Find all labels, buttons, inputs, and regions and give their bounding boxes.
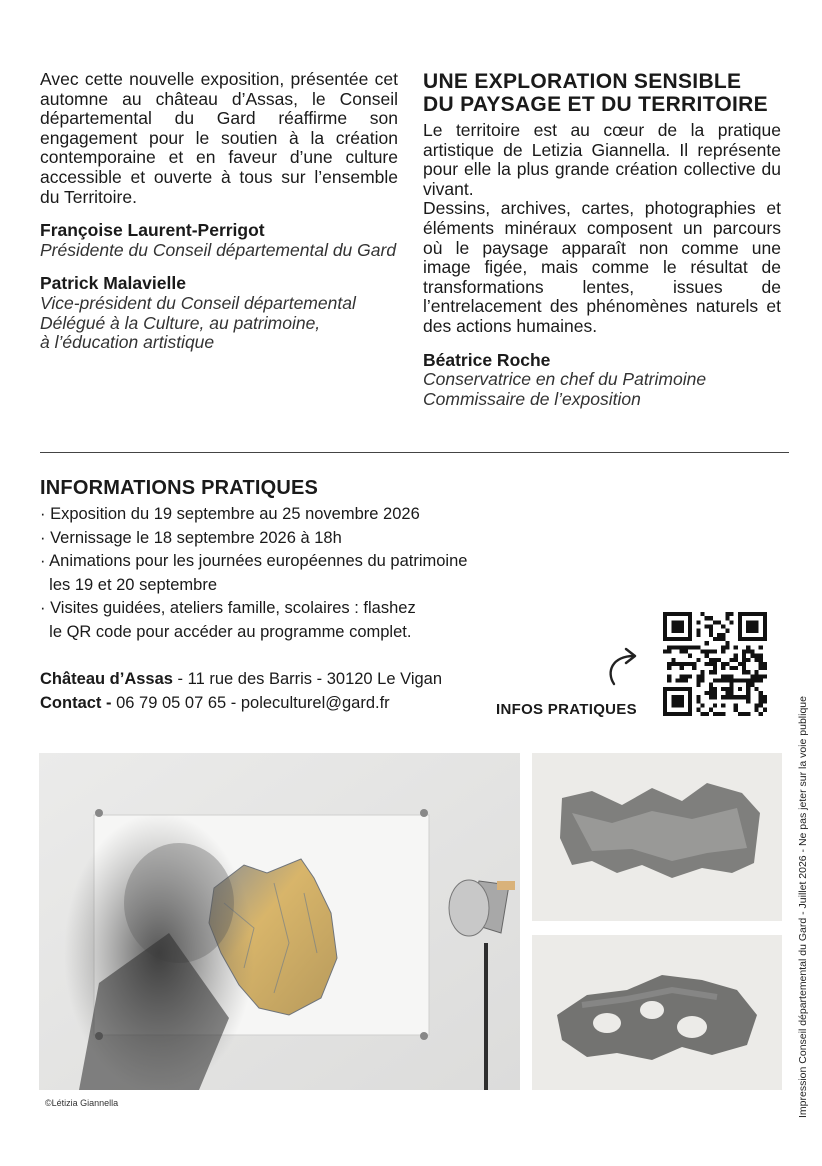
signatory-role-2c: à l’éducation artistique	[40, 332, 215, 353]
info-item-visits: · Visites guidées, ateliers famille, scolaires : flashez	[40, 599, 416, 617]
info-item-heritage-dates: les 19 et 20 septembre	[40, 575, 218, 594]
section-heading	[423, 70, 781, 116]
info-item-dates: · Exposition du 19 septembre au 25 novembre 2026	[40, 505, 420, 523]
signatory-name-2: Patrick Malavielle	[40, 273, 186, 294]
info-title: INFORMATIONS PRATIQUES	[40, 477, 319, 499]
signatory-role-2a: Vice-président du Conseil départemental	[40, 292, 356, 313]
section-heading-line-1: UNE EXPLORATION SENSIBLE	[423, 70, 742, 93]
info-item-visits-cont: le QR code pour accéder au programme complet.	[40, 622, 412, 641]
contact-block	[40, 667, 500, 715]
section-heading-line-2: DU PAYSAGE ET DU TERRITOIRE	[423, 93, 768, 116]
curator-name: Béatrice Roche	[423, 349, 551, 370]
artwork-photo-1	[532, 753, 782, 921]
contact-label: Contact -	[40, 694, 117, 712]
curator-role-2: Commissaire de l’exposition	[423, 388, 641, 409]
left-column	[40, 70, 398, 353]
info-list	[40, 503, 520, 644]
curator-role-1: Conservatrice en chef du Patrimoine	[423, 369, 707, 390]
curved-arrow-icon	[604, 644, 648, 688]
signatory-name-1: Françoise Laurent-Perrigot	[40, 220, 265, 241]
info-item-heritage: · Animations pour les journées européennes du patrimoine	[40, 552, 468, 570]
right-column	[423, 70, 781, 409]
venue-address: - 11 rue des Barris - 30120 Le Vigan	[172, 670, 443, 688]
exploration-paragraph-1: Le territoire est au cœur de la pratique artistique de Letizia Giannella. Il représente pour elle la plus grande création collective du vivant.	[423, 120, 781, 199]
venue-line	[40, 667, 500, 691]
intro-paragraph: Avec cette nouvelle exposition, présentée cet automne au château d’Assas, le Conseil départemental du Gard réaffirme son engagement pour le soutien à la création contemporaine et en faveur d’une culture accessible et ouverte à tous sur l’ensemble du Territoire.	[40, 69, 398, 207]
exploration-paragraph-2: Dessins, archives, cartes, photographies et éléments minéraux composent un parcours où le paysage apparaît non comme une image figée, mais comme le résultat de transformations lentes, issues de l’entrelacement des phénomènes naturels et des actions humaines.	[423, 198, 781, 336]
contact-value: 06 79 05 07 65 - poleculturel@gard.fr	[116, 694, 390, 712]
print-notice: Impression Conseil départemental du Gard - Juillet 2026 - Ne pas jeter sur la voie publique	[797, 696, 809, 1118]
artist-studio-photo	[39, 753, 520, 1090]
artwork-photo-2	[532, 935, 782, 1090]
signatory-role-1: Présidente du Conseil départemental du Gard	[40, 239, 397, 260]
qr-label: INFOS PRATIQUES	[496, 701, 637, 718]
signatory-role-2b: Délégué à la Culture, au patrimoine,	[40, 312, 321, 333]
qr-code[interactable]	[663, 612, 767, 716]
venue-name: Château d’Assas	[40, 670, 173, 688]
contact-line	[40, 691, 500, 715]
section-divider	[40, 452, 789, 453]
info-item-opening: · Vernissage le 18 septembre 2026 à 18h	[40, 528, 342, 547]
photo-credit: ©Létizia Giannella	[45, 1098, 119, 1108]
